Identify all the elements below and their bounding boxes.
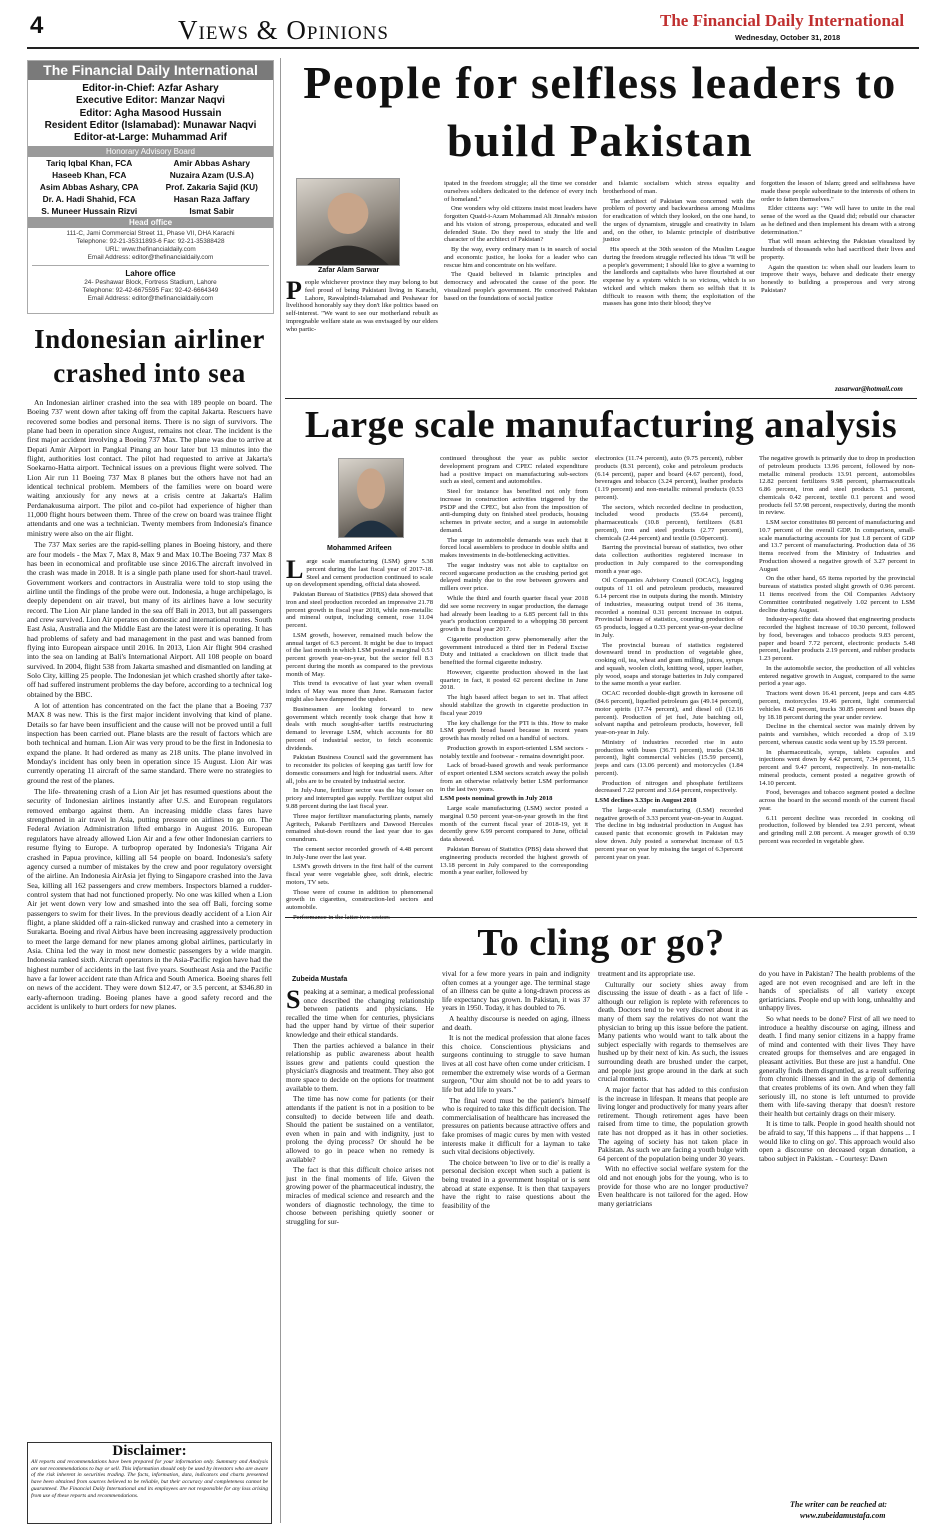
paragraph: It is not the medical profession that alone faces this choice. Conscientious physicians and surgeons continuing to struggle to save human lives at all cost have often come under criticism. I remember the extremely wise words of a German surgeon, "Our aim should not be to add years to life but add life to years." bbox=[442, 1033, 590, 1094]
paragraph: Three major fertilizer manufacturing plants, namely Agritech, Pakarab Fertilizers and Dawood Hercules remained shut-down round the last year due to gas conundrum. bbox=[286, 812, 433, 844]
writer-contact-label: The writer can be reached at: bbox=[790, 1500, 888, 1509]
paragraph: So what needs to be done? First of all we need to introduce a healthy discourse on aging, illness and death. I find many senior citizens in a happy frame of mind and contented with their lives They have created groups for themselves and are engaged in pleasant activities. But these are just a handful. One generally finds them disgruntled, as a result suffering from chronic illnesses and in the grip of dementia that creates problems of its own. And when they fall seriously ill, no stone is left unturned to provide them with life-saving therapy that doesn't restore their health but certainly drags on their misery. bbox=[759, 1014, 915, 1118]
cling-headline: To cling or go? bbox=[477, 922, 725, 964]
board-member: Tariq Iqbal Khan, FCA bbox=[46, 158, 133, 169]
paragraph: The key challenge for the PTI is this. How to make LSM growth broad based because in recent years growth has mostly relied on a handful of sectors. bbox=[440, 719, 588, 743]
paragraph: electronics (11.74 percent), auto (9.75 percent), rubber products (8.31 percent), coke and petroleum products (6.14 percent), paper and board (4.67 percent), food, beverages and tobacco (3.24 percent), leather products (1.19 percent) and non-metallic mineral products (0.53 percent). bbox=[595, 455, 743, 501]
paragraph: Food, beverages and tobacco segment posted a decline across the board in the second month of the current fiscal year. bbox=[759, 789, 915, 812]
paragraph: Pakistan Bureau of Statistics (PBS) data showed that iron and steel production recorded an impressive 21.78 percent growth in fiscal year 2018, while non-metallic and mineral output, including cement, rose 11.04 percent. bbox=[286, 591, 433, 630]
advisory-board bbox=[28, 157, 273, 217]
lahore-office-address bbox=[28, 279, 273, 303]
paragraph: Speaking at a seminar, a medical professional once described the changing relationship between patients and physicians. He recalled the time when for centuries, physicians had the upper hand by virtue of their superior knowledge and their ethical standards. bbox=[286, 985, 434, 1040]
disclaimer-text: All reports and recommendations have been prepared for your information only. Summary and Analysis are not recommendations to buy or sell. This information should only be used by investors who are aware of the risk inherent in securities trading. The facts, information, data, indicators and charts presented have been obtained from sources believed to be reliable, but their accuracy and completeness cannot be guaranteed. The Financial Daily International and its employees are not responsible for any loss arising from use of these reports and recommendations. bbox=[31, 1459, 268, 1499]
head-office-title: Head office bbox=[28, 217, 273, 228]
paragraph: The provincial bureau of statistics registered downward trend in production of vegetable ghee, cooking oil, tea, wheat and gram milling, juices, syrups and squash, woolen cloth, knitting wool, upper leather, ply wood, soaps and storage batteries in July compared to the same month a year earlier. bbox=[595, 641, 743, 688]
paragraph: continued throughout the year as public sector development program and CPEC related expenditure had a positive impact on manufacturing sub-sectors such as steel, cement and automobiles. bbox=[440, 455, 588, 486]
paragraph-text: peaking at a seminar, a medical professional once described the changing relationship between patients and physicians. He recalled the time when for centuries, physicians had the upper hand by virtue of their superior knowledge and their ethical standards. bbox=[286, 987, 434, 1040]
paragraph: do you have in Pakistan? The health problems of the aged are not even recognised and are left in the hands of specialists of all variety except geriatricians. People end up with long, unhealthy and unhappy lives. bbox=[759, 969, 915, 1013]
paragraph: The high based affect began to set in. That affect should stabilize the growth in cigarette production in fiscal year 2019 bbox=[440, 694, 588, 717]
airliner-headline: Indonesian airliner crashed into sea bbox=[34, 324, 265, 388]
board-left bbox=[28, 157, 151, 217]
paragraph: Elder citizens say: "We will have to unite in the real sense of the word as the Quaid did; rebuild our character as he defined and then implement his dream with a strong determination." bbox=[761, 205, 915, 236]
lsm-col2 bbox=[440, 455, 588, 913]
cling-col1 bbox=[286, 985, 434, 1526]
paragraph: LSM sector constitutes 80 percent of manufacturing and 10.7 percent of the overall GDP. In comparison, small-scale manufacturing accounts for just 1.8 percent of GDP and 13.7 percent of manufacturing. Production data of 36 items received from the Ministry of Industries and Production showed a negative growth of 3.27 percent in August bbox=[759, 519, 915, 573]
paragraph: The time has now come for patients (or their attendants if the patient is not in a position to be consulted) to decide between life and death. Should the patient be sustained on a ventilator, even when in pain and with indignity, just to prolong the dying process? Or should he be allowed to go in peace when no remedy is available? bbox=[286, 1094, 434, 1164]
advisory-board-title: Honorary Advisory Board bbox=[28, 146, 273, 157]
address-line: Telephone: 92-42-6675595 Fax: 92-42-6664349 bbox=[82, 287, 219, 295]
paragraph: A healthy discourse is needed on aging, illness and death. bbox=[442, 1014, 590, 1032]
paragraph: The sugar industry was not able to capitalize on record sugarcane production as the crushing period got delayed mainly due to the row between growers and millers over price. bbox=[440, 561, 588, 593]
paragraph: The surge in automobile demands was such that it forced local assemblers to produce in double shifts and makes investments in de-bottlenecking activities. bbox=[440, 536, 588, 560]
editor-list bbox=[28, 80, 273, 144]
lsm-headline: Large scale manufacturing analysis bbox=[304, 404, 898, 446]
paragraph: Production of nitrogen and phosphate fertilizers decreased 7.22 percent and 3.64 percent, respectively. bbox=[595, 779, 743, 795]
paragraph: Oil Companies Advisory Council (OCAC), logging outputs of 11 oil and petroleum products, measured 6.14 percent rise in outputs during the month. Ministry of industries, measuring output trend of 36 items, recorded a nominal 0.31 percent increase in output. Provincial bureau of statistics, counting production of 65 products, logged a 0.33 percent year-on-year decline in July. bbox=[595, 577, 743, 639]
author-name: Zafar Alam Sarwar bbox=[318, 267, 380, 274]
paragraph-text: eople whichever province they may belong to but feel proud of being Pakistani living in Karachi, Lahore, Rawalpindi-Islamabad and Peshawar for livelihood honorably say they don't like politics based on self-interest. "We want to see our motherland rebuilt as impregnable welfare state as was envisaged by our elders who partic- bbox=[286, 279, 438, 333]
paragraph-text: arge scale manufacturing (LSM) grew 5.38 percent during the last fiscal year of 2017-18. Steel and cement production continued to scale up on development spending, official data showed. bbox=[286, 558, 433, 589]
paragraph: The cement sector recorded growth of 4.48 percent in July-June over the last year. bbox=[286, 845, 433, 861]
paragraph: LSM's growth drivers in the first half of the current fiscal year were vegetable ghee, soft drink, electric motors, TV sets. bbox=[286, 863, 433, 886]
airliner-body bbox=[27, 398, 272, 1438]
paper-name: The Financial Daily International bbox=[660, 11, 905, 30]
lsm-col3 bbox=[595, 455, 743, 913]
head-office-address bbox=[28, 228, 273, 262]
paragraph: The fact is that this difficult choice arises not just in the final moments of life. Given the growing power of the pharmaceutical industry, the miracles of medical science and research and the wonders of diagnostic technology, the time to choose between perishing quietly sooner or struggling for sur- bbox=[286, 1165, 434, 1226]
paragraph: The choice between 'to live or to die' is really a personal decision except when such a patient is being treated in a government hospital or is sent abroad at state expense. It is then that taxpayers have the right to raise questions about the feasibility of the bbox=[442, 1157, 590, 1210]
selfless-col3 bbox=[603, 180, 755, 395]
cling-col4 bbox=[759, 970, 915, 1497]
paragraph: A major factor that has added to this confusion is the increase in lifespan. It means that people are living longer and productively for many years after retirement. Though retirement ages have been raised from time to time, the population growth rate has not dropped as it has in other societies. The ageing of society has not taken place in Pakistan. As such we are facing a youth bulge with 64 percent of the population being under 30 years. bbox=[598, 1084, 748, 1163]
paragraph: In July-June, fertilizer sector was the big looser on pricey and interrupted gas supply. Fertilizer output slid 9.88 percent during the last fiscal year. bbox=[286, 787, 433, 810]
paragraph: The Quaid believed in Islamic principles and democracy and advocated the cause of the poor. He visualized people's government. He conceived Pakistan based on the foundations of social justice bbox=[444, 271, 597, 302]
cling-col2 bbox=[442, 970, 590, 1526]
paragraph: With no effective social welfare system for the old and not enough jobs for the young, who is to provide for those who are no longer productive? Even healthcare is not tailored for the aged. How many geriatricians bbox=[598, 1164, 748, 1208]
paragraph: This trend is evocative of last year when overall index of May was more than June. Ramazan factor might also have dampened the upshot. bbox=[286, 680, 433, 704]
paragraph: On the other hand, 65 items reported by the provincial bureaus of statistics posted slight growth of 0.96 percent. 11 items received from the Oil Companies Advisory Committee contributed negatively 1.02 percent to LSM decline during August. bbox=[759, 575, 915, 614]
masthead-box bbox=[27, 60, 274, 314]
address-line: Telephone: 92-21-35311893-6 Fax: 92-21-35388428 bbox=[76, 238, 225, 246]
paragraph: vival for a few more years in pain and indignity often comes at a younger age. The terminal stage of an illness can be quite a long-drawn process as life expectancy has grown. In Pakistan, it was 37 years in 1950. Today, it has doubled to 76. bbox=[442, 969, 590, 1013]
paragraph: The life- threatening crash of a Lion Air jet has resumed questions about the security of Indonesian airlines instantly after U.S. and European regulators removed embargo against them. An increasing middle class fares have strengthened in air travel in Asia, putting pressure on airlines to go on. The Federal Aviation Administration lifted embargo in August 2016. European regulators have already allowed Lion Air and a few other Indonesian carriers to resume flying to Europe. A turboprop operated by Indonesia's Trigana Air crashed in Papua province, killing all 54 people on board. Indonesia's safety agency cursed a number of mistakes by the crew and poor regulatory oversight of the airline. An Indonesia AirAsia jet flying to Singapore crashed into the Java Sea, killing all 162 passengers and crew members. Inspectors blamed a rudder-control system that had not functioned properly. No one was killed when a Lion Air jet went down very low and smashed into the sea off Bali, forcing some passengers to swim for their lives. In the previous deadly accident of a Lion Air flight, a plane skidded off a rain-slicked runway and crashed into a cemetery in Surakarta. Boeing and rival Airbus have been increasing aggressively production to meet the large demand for new planes among global airlines, particularly in Asia. China led the way in most new domestic passengers by a wide margin. Indonesia ranked sixth. Aircraft operators in the Asia-Pacific region have had the highest number of accidents in the last five years. Southeast Asia and the Pacific have a far lower accident rate than Africa and South America. Boeing shares fell on news of the accident. They were down $12.47, or 3.5 percent, at $346.80 in early-afternoon trading. Boeing planes have a good safety record and the accident is unlikely to hurt orders for new planes. bbox=[27, 787, 272, 1011]
section-rule bbox=[285, 398, 917, 399]
paragraph: OCAC recorded double-digit growth in kerosene oil (84.6 percent), liquefied petroleum gas (49.14 percent), motor spirits (17.74 percent), and diesel oil (12.16 percent). Production of jet fuel, Jute batching oil, solvant naptha and petroleum products, however, fell year-on-year in July. bbox=[595, 690, 743, 737]
paragraph: Pakistan Business Council said the government has to reconsider its policies of keeping gas tariff low for domestic consumers and high for industrial users. After all, jobs are to be created by industrial sector. bbox=[286, 754, 433, 785]
paragraph: Large scale manufacturing (LSM) sector posted a marginal 0.50 percent year-on-year growth in the first month of the current fiscal year of 2018-19, yet it decently grew 6.99 percent compared to June, official data showed. bbox=[440, 805, 588, 844]
paragraph: Production growth in export-oriented LSM sectors - notably textile and footwear - remains downright poor. bbox=[440, 744, 588, 760]
lsm-col4 bbox=[759, 455, 915, 913]
paragraph: His speech at the 30th session of the Muslim League during the freedom struggle reflected his ideas "It will be a people's government; I should like to give a warning to the landlords and capitalists who have flourished at our expense by a system which is so vicious, which is so wicked and which makes them so selfish that it is difficult to reason with them; the exploitation of the masses has gone into their blood; they've bbox=[603, 246, 755, 308]
paragraph: People whichever province they may belong to but feel proud of being Pakistani living in Karachi, Lahore, Rawalpindi-Islamabad and Peshawar for livelihood honorably say they don't like politics based on self-interest. "We want to see our motherland rebuilt as impregnable welfare state as was envisaged by our elders who partic- bbox=[286, 276, 438, 333]
editor-line: Editor-in-Chief: Azfar Ashary bbox=[82, 83, 219, 94]
issue-date: Wednesday, October 31, 2018 bbox=[735, 33, 841, 42]
paragraph: The final word must be the patient's himself who is required to take this difficult decision. The commercialisation of healthcare has increased the pressures on patients because attractive offers and fake promises of magic cures by men with vested interests make it difficult for a layman to take such vital decisions objectively. bbox=[442, 1095, 590, 1157]
paragraph: While the third and fourth quarter fiscal year 2018 did see some recovery in sugar production, the damage had already been leading to a 6.85 percent fall in this year's production compared to a whopping 38 percent growth in fiscal year 2017. bbox=[440, 595, 588, 634]
email-address: Email Address: editor@thefinancialdaily.com bbox=[87, 295, 214, 303]
paragraph: The 737 Max series are the rapid-selling planes in Boeing history, and there are four models - the Max 7, Max 8, Max 9 and Max 10.The Boeing 737 Max 8 has been in economical and profitable use since 2016.The aircraft involved in the crash was made in 2018. It is a single path plane used for short-haul travel. Government workers and contractors in Australia were told to stop using the airline until the findings of the probe were out. Indonesia, a huge archipelago, is deeply dependent on air travel, but many of its airlines have a low security record. The Lion Air plane landed in the sea off Bali in 2013, but all passengers and crew survived. Lion Air operates on domestic and international routes. South East Asia, Australia and the Middle East are the latest were it is operating. It has had problems of safety and bad management in the past and was banned from flying into European airspace until 2016. In 2013, Lion Air flight 904 crashed into the sea on landing at Bali's International Airport. All 108 people on board survived. In 2004, flight 538 from Jakarta smashed and dismantled on landing at Solo City, killing 25 people. The Indonesian jet which crashed shortly after take-off had suffered instrument problems the day before, according to a technical log obtained by the BBC. bbox=[27, 540, 273, 699]
paragraph: The architect of Pakistan was concerned with the problem of poverty and backwardness among Muslims for eradication of which they looked, on the one hand, to the urges of dynamism, struggle and creativity in Islam and, on the other, to Islamic principle of distributive justice bbox=[603, 197, 755, 244]
paragraph: The negative growth is primarily due to drop in production of petroleum products 13.96 percent, followed by non-metallic mineral products 13.91 percent, automobiles 12.82 percent fertilizers 9.98 percent, pharmaceuticals 6.86 percent, iron and steel products 5.1 percent, chemicals 0.42 percent, textile 0.1 percent and wood products fell 57.98 percent, respectively, during the month in review. bbox=[759, 455, 915, 517]
disclaimer-box bbox=[27, 1442, 272, 1524]
author-name: Mohammed Arifeen bbox=[327, 545, 392, 552]
subheading: LSM declines 3.33pc in August 2018 bbox=[595, 797, 697, 805]
lahore-office-title: Lahore office bbox=[125, 269, 176, 279]
cling-col3 bbox=[598, 970, 748, 1526]
paragraph: Steel for instance has benefited not only from increase in construction activities triggered by the PSDP and the CPEC, but also from the imposition of anti-dumping duty on finished steel products, housing schemes in private sector, and a surge in automobile demand. bbox=[440, 488, 588, 534]
paragraph: In the automobile sector, the production of all vehicles entered negative growth in August, compared to the same period a year ago. bbox=[759, 664, 915, 688]
board-member: Hasan Raza Jaffary bbox=[173, 194, 250, 205]
section-rule bbox=[285, 917, 917, 918]
author-name: Zubeida Mustafa bbox=[292, 976, 348, 983]
address-line: 111-C, Jami Commercial Street 11, Phase VII, DHA Karachi bbox=[66, 230, 235, 238]
paragraph: In pharmaceuticals, syrups, tablets capsules and injections went down by 4.42 percent, 7.34 percent, 11.5 percent and 9.47 percent, respectively. In non-metallic mineral products, cement posted a negative growth of 14.10 percent. bbox=[759, 748, 915, 787]
column-divider bbox=[280, 58, 281, 1523]
paragraph: Again the question is: when shall our leaders learn to improve their ways, behave and dedicate their energy honestly to building a prosperous and very strong Pakistan? bbox=[761, 263, 915, 294]
paragraph: An Indonesian airliner crashed into the sea with 189 people on board. The Boeing 737 went down after taking off from the capital Jakarta. Rescuers have recovered some bodies and personal items. There is no sign of survivors. The plane had been in operation since August, remains not clear. The incident is the first major accident involving a Boeing 737 Max. The plane was due to arrive at Depati Amir Airport in Pangkal Pinang an hour later but 13 minutes into the flight, authorities lost contact. The pilot had requested to arrive at Jakarta's Soekarno-Hatta airport. Technical issues on a previous flight were solved. The Lion Air run 11 Boeing 737 Max 8 planes but the others have not had an identical technical problem. Members of the families were on board were waiting anxiously for any news at a crisis centre at Jakarta's Halim Perdanakusuma airport. The pilot and co-pilot had experience of higher than 11,000 flight hours between them. Three of the crew on board was trainee flight attendants and one was a technician. Twenty members from Indonesia's finance ministry were also on the air flight. bbox=[27, 398, 272, 538]
paragraph: Decline in the chemical sector was mainly driven by paints and varnishes, which recorded a drop of 3.19 percent, whereas caustic soda went up by 15.59 percent. bbox=[759, 723, 915, 746]
paragraph: Pakistan Bureau of Statistics (PBS) data showed that engineering products recorded the highest growth of 13.18 percent in July compared to the corresponding month a year earlier, followed by bbox=[440, 845, 588, 877]
board-right bbox=[151, 157, 274, 217]
board-member: Dr. A. Hadi Shahid, FCA bbox=[42, 194, 136, 205]
address-line: 24- Peshawar Block, Fortress Stadium, Lahore bbox=[84, 279, 217, 287]
paragraph: Lack of broad-based growth and weak performance of export oriented LSM sectors scratch away the polish from an otherwise relatively better LSM performance in the last two years. bbox=[440, 762, 588, 793]
paragraph: treatment and its appropriate use. bbox=[598, 969, 696, 978]
disclaimer-title: Disclaimer: bbox=[112, 1443, 187, 1459]
selfless-col2 bbox=[444, 180, 597, 395]
paragraph: Industry-specific data showed that engineering products recorded the highest increase of 10.30 percent, followed by food, beverages and tobacco products 9.83 percent, paper and board 7.72 percent, electronic products 5.48 percent, leather products 2.19 percent, and rubber products 1.23 percent. bbox=[759, 616, 915, 663]
masthead-title: The Financial Daily International bbox=[28, 61, 273, 80]
paragraph: LSM growth, however, remained much below the annual target of 6.3 percent. It might be due to impact of the last month in which LSM posted a marginal 0.51 percent growth year-on-year, but the sector fell 8.3 percent during the month as compared to the previous month of May. bbox=[286, 631, 433, 678]
paragraph: Those were of course in addition to phenomenal growth in cigarettes, construction-led sectors and automobile. bbox=[286, 888, 433, 912]
editor-line: Executive Editor: Manzar Naqvi bbox=[76, 95, 225, 107]
editor-line: Resident Editor (Islamabad): Munawar Naqvi bbox=[44, 119, 257, 131]
email-address: Email Address: editor@thefinancialdaily.com bbox=[87, 254, 214, 262]
paragraph: That will mean achieving the Pakistan visualized by hundreds of thousands who had sacrificed their lives and property. bbox=[761, 238, 915, 261]
paragraph: 6.11 percent decline was recorded in cooking oil production, followed by blended tea 2.91 percent, wheat and grinding mill 2.08 percent. A meager growth of 0.39 percent was recorded in vegetable ghee. bbox=[759, 814, 915, 845]
lsm-col1 bbox=[286, 555, 433, 913]
board-member: Amir Abbas Ashary bbox=[173, 158, 250, 169]
paragraph: Barring the provincial bureau of statistics, two other data collection authorities registered increase in production in July compared to the corresponding month a year ago. bbox=[595, 544, 743, 575]
selfless-headline: People for selfless leaders to build Pakistan bbox=[303, 57, 897, 166]
writer-website: www.zubeidamustafa.com bbox=[800, 1511, 886, 1520]
paragraph: A lot of attention has concentrated on the fact the plane that a Boeing 737 MAX 8 was new. This is the first major incident involving that kind of plane. Details so far have been insufficient and the cause will not be proved until a full inspection has been carried out. Plane blasts are the result of factors which are both technical and human. Lion Air was very proud to be the first in Indonesia to expand the plane. It had ordered as many as 218 units. The plane involved in Monday's incident has only been in operation since 15 August. Lion Air was currently operating 11 aircraft of the same standard. There were no strategies to ground the rest of the planes. bbox=[27, 701, 272, 785]
selfless-col1 bbox=[286, 276, 438, 395]
header-rule bbox=[27, 47, 919, 49]
author-photo bbox=[338, 458, 404, 538]
board-member: Ismat Sabir bbox=[189, 206, 235, 217]
paragraph: ipated in the freedom struggle; all the time we consider ourselves soldiers dedicated to the defence of every inch of homeland." bbox=[444, 180, 597, 203]
board-member: S. Muneer Hussain Rizvi bbox=[41, 206, 138, 217]
editor-line: Editor-at-Large: Muhammad Arif bbox=[74, 132, 227, 144]
board-member: Nuzaira Azam (U.S.A) bbox=[169, 170, 254, 181]
paragraph: forgotten the lesson of Islam; greed and selfishness have made these people subordinate to the interests of others in order to fatten themselves." bbox=[761, 180, 915, 203]
board-member: Asim Abbas Ashary, CPA bbox=[39, 182, 139, 193]
paragraph: Ministry of industries recorded rise in auto production with buses (36.71 percent), trucks (34.38 percent), light commercial vehicles (15.59 percent), jeeps and cars (13.06 percent) and motorcycles (1.84 percent). bbox=[595, 738, 743, 777]
paragraph: It is time to talk. People in good health should not be afraid to say, 'If this happens ... if that happens ... I would like to cling on go'. This approach would also open a discourse on deceased organ donation, a taboo subject in Pakistan. - Courtesy: Dawn bbox=[759, 1119, 915, 1163]
paragraph: However, cigarette production showed in the last quarter; in fact, it posted 62 percent decline in June 2018. bbox=[440, 668, 588, 692]
board-member: Prof. Zakaria Sajid (KU) bbox=[165, 182, 258, 193]
selfless-col4 bbox=[761, 180, 915, 380]
page-number: 4 bbox=[30, 12, 44, 39]
author-photo bbox=[296, 178, 400, 266]
website-url: URL: www.thefinancialdaily.com bbox=[105, 246, 196, 254]
paragraph: and Islamic socialism which stress equality and brotherhood of man. bbox=[603, 180, 755, 195]
paragraph: Tractors went down 16.41 percent, jeeps and cars 4.85 percent, motorcycles 19.46 percent, light commercial vehicles 8.42 percent, trucks 30.85 percent and buses dip by 18.18 percent during the year under review. bbox=[759, 690, 915, 721]
paragraph: Culturally our society shies away from discussing the issue of death - as a fact of life - although our religion is replete with references to death. Doctors tend to be very discreet about it as many of them say the relatives do not want the physician to bring up this issue before the patient. Many patients who would want to talk about the subject especially with regards to themselves are hushed up by their next of kin. As such, the issues surrounding death are brushed under the carpet, and people just grope around in the dark at such crucial moments. bbox=[598, 979, 748, 1084]
paragraph: Cigarette production grew phenomenally after the government introduced a third tier in Federal Excise Duty and initiated a crackdown on illicit trade that benefited the formal cigarette industry. bbox=[440, 635, 588, 667]
paragraph: Large scale manufacturing (LSM) grew 5.38 percent during the last fiscal year of 2017-18. Steel and cement production continued to scale up on development spending, official data showed. bbox=[286, 555, 433, 589]
paragraph: The large-scale manufacturing (LSM) recorded negative growth of 3.33 percent year-on-year in August. The decline in big industrial production in August has caused panic that economic growth in Pakistan may slow down. July posted a somewhat increase of 0.5 percent year on year by missing the target of 6.3percent percent year on year. bbox=[595, 806, 743, 861]
section-title: Views & Opinions bbox=[178, 15, 389, 45]
paragraph: The sectors, which recorded decline in production, included wood products (55.64 percent), pharmaceuticals (10.8 percent), fertilizers (6.81 percent), iron and steel products (2.77 percent), chemicals (2.44 percent) and textile (0.50percent). bbox=[595, 503, 743, 542]
subheading: LSM posts nominal growth in July 2018 bbox=[440, 795, 553, 803]
board-member: Haseeb Khan, FCA bbox=[52, 170, 127, 181]
author-email: zasarwar@hotmail.com bbox=[835, 385, 903, 393]
editor-line: Editor: Agha Masood Hussain bbox=[79, 107, 222, 119]
paragraph: Then the parties achieved a balance in their relationship as public awareness about health issues grew and patients could question the physician's diagnosis and treatment. They also got more space to decide on the options for treatment available to them. bbox=[286, 1040, 434, 1093]
paragraph: Businessmen are looking forward to new government which recently took charge that how it deals with much sought-after tariffs restructuring demand to leverage LSM, which accounts for 80 percent of industrial sector, to fetch economic dividends. bbox=[286, 705, 433, 752]
paragraph: By the way, every ordinary man is in search of social and economic justice, he looks for a leader who can rescue him and concentrate on his welfare. bbox=[444, 246, 597, 269]
paragraph: One wonders why old citizens insist most leaders have forgotten Quaid-i-Azam Mohammad Ali Jinnah's mission and his vision of strong, prosperous, educated and well defended State. Do they need to study the life and character of the architect of Pakistan? bbox=[444, 205, 597, 244]
